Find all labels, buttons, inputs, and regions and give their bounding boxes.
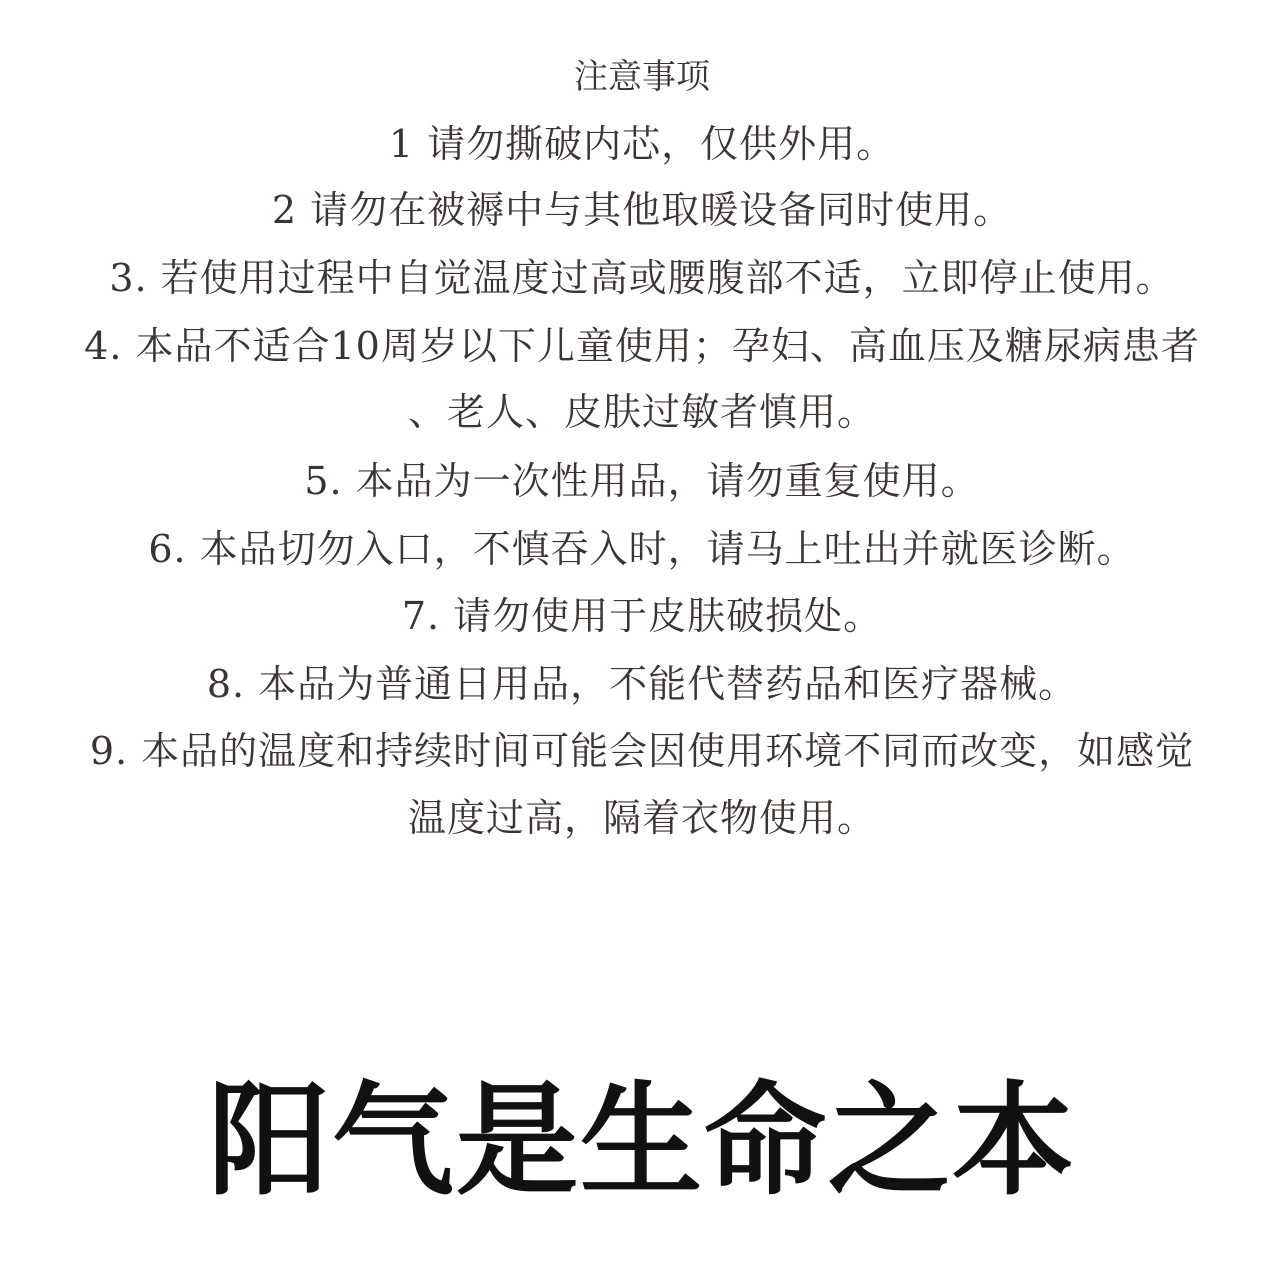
notice-line-4: 4. 本品不适合10周岁以下儿童使用；孕妇、高血压及糖尿病患者 [84, 324, 1200, 368]
notice-line-1: 1 请勿撕破内芯，仅供外用。 [388, 122, 896, 166]
notice-line-3: 3. 若使用过程中自觉温度过高或腰腹部不适，立即停止使用。 [109, 256, 1175, 300]
notice-line-5: 5. 本品为一次性用品，请勿重复使用。 [304, 459, 980, 503]
notice-line-2: 2 请勿在被褥中与其他取暖设备同时使用。 [271, 188, 1013, 232]
slogan: 阳气是生命之本 [208, 1068, 1076, 1212]
notice-line-8: 8. 本品为普通日用品，不能代替药品和医疗器械。 [206, 662, 1078, 706]
notice-line-7: 7. 请勿使用于皮肤破损处。 [401, 594, 883, 638]
notice-line-9: 9. 本品的温度和持续时间可能会因使用环境不同而改变，如感觉 [89, 729, 1195, 773]
notice-line-9-continued: 温度过高，隔着衣物使用。 [407, 796, 876, 840]
notice-title: 注意事项 [574, 57, 710, 97]
notice-line-4-continued: 、老人、皮肤过敏者慎用。 [407, 390, 876, 434]
notice-line-6: 6. 本品切勿入口，不慎吞入时，请马上吐出并就医诊断。 [148, 527, 1136, 571]
